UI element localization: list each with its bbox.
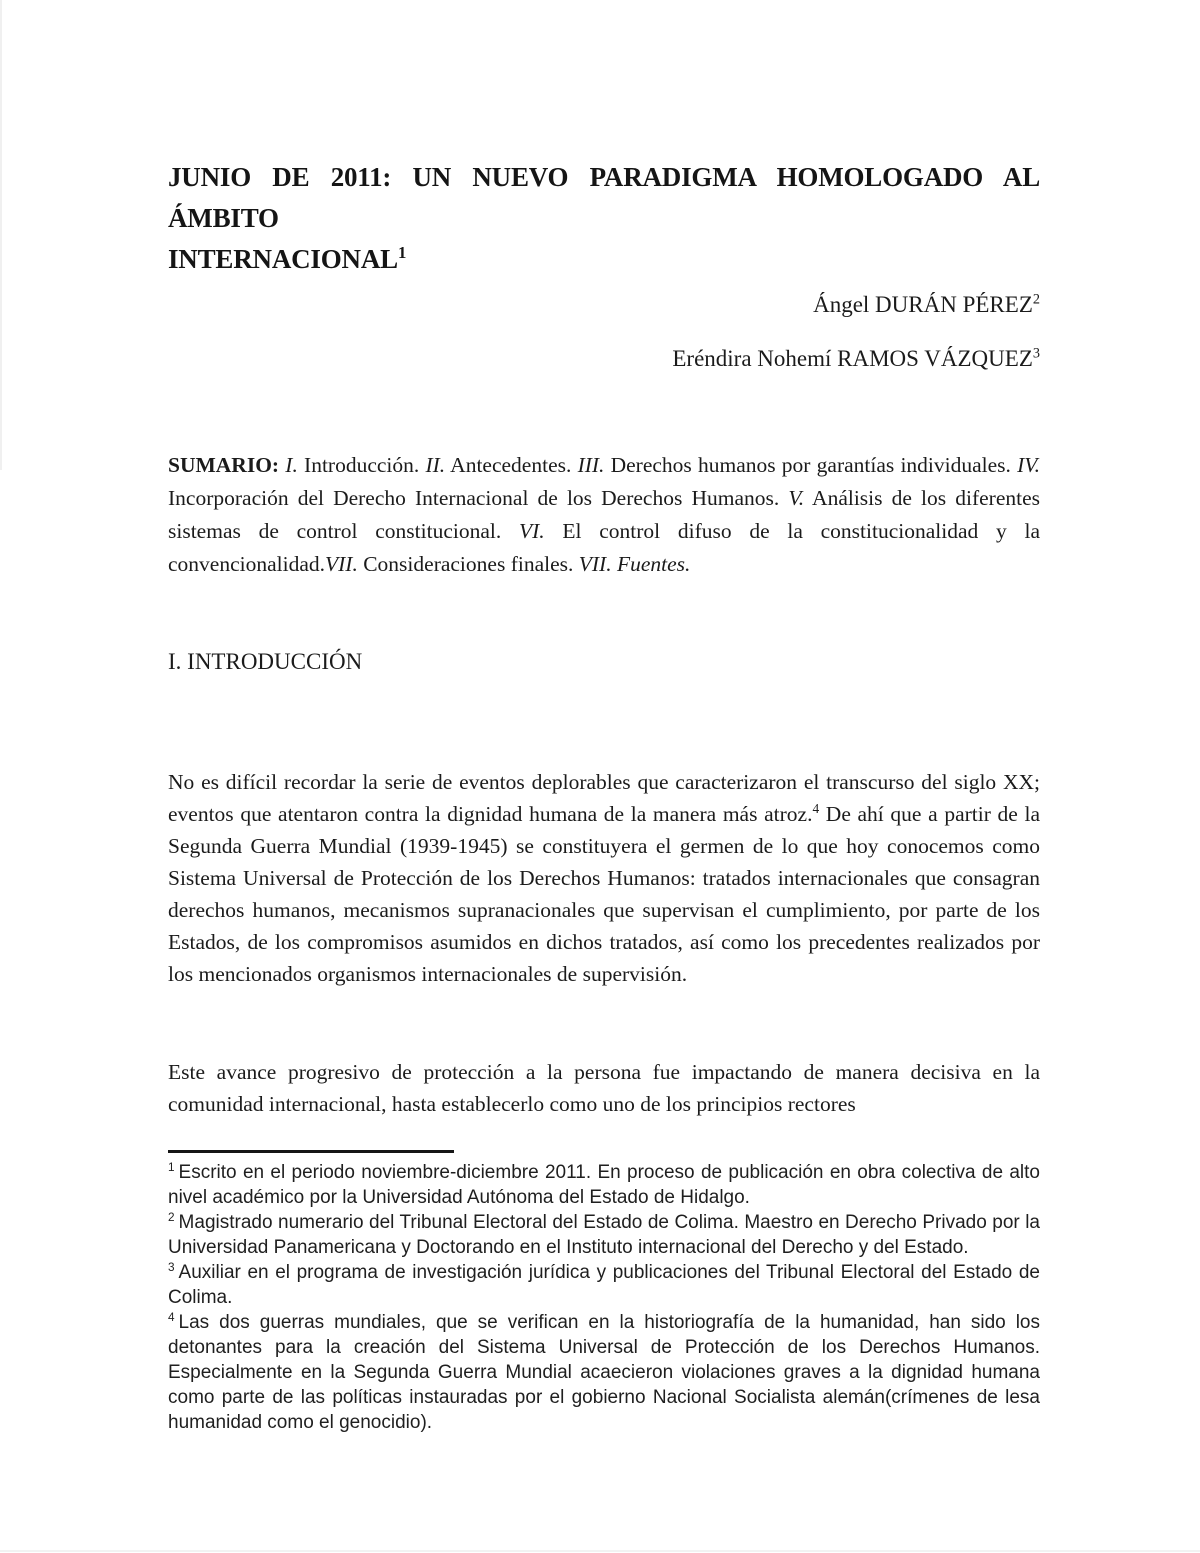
title-text-line-1: JUNIO DE 2011: UN NUEVO PARADIGMA HOMOLOGADO AL ÁMBITO	[168, 162, 1040, 233]
scan-edge-artifact-left	[0, 0, 2, 470]
document-title	[168, 157, 1040, 280]
title-text-line-2: INTERNACIONAL	[168, 244, 398, 274]
footnote-separator-rule	[168, 1150, 454, 1153]
author-1-footnote-ref: 2	[1032, 291, 1040, 308]
title-line-2	[168, 239, 1040, 280]
footnote-2	[168, 1210, 1040, 1260]
page-content	[168, 0, 1040, 1553]
author-1	[813, 291, 1040, 319]
footnote-3-marker: 3	[168, 1260, 175, 1274]
footnote-4	[168, 1310, 1040, 1435]
author-2	[672, 345, 1040, 373]
author-2-footnote-ref: 3	[1032, 345, 1040, 362]
footnote-1	[168, 1160, 1040, 1210]
footnote-1-marker: 1	[168, 1160, 175, 1174]
footnote-4-text: Las dos guerras mundiales, que se verifican en la historiografía de la humanidad, han sido los detonantes para la creación del Sistema Universal de Protección de los Derechos Humanos. Especialmente en la Segunda Guerra Mundial acaecieron violaciones graves a la dignidad humana como parte de las políticas instauradas por el gobierno Nacional Socialista alemán(crímenes de lesa humanidad como el genocidio).	[168, 1312, 1040, 1433]
author-1-name: Ángel DURÁN PÉREZ	[813, 292, 1033, 317]
footnote-3-text: Auxiliar en el programa de investigación jurídica y publicaciones del Tribunal Electoral del Estado de Colima.	[168, 1262, 1040, 1308]
author-2-name: Eréndira Nohemí RAMOS VÁZQUEZ	[672, 346, 1033, 371]
footnote-3	[168, 1260, 1040, 1310]
footnotes-block	[168, 1160, 1040, 1435]
footnote-1-text: Escrito en el periodo noviembre-diciembre 2011. En proceso de publicación en obra colectiva de alto nivel académico por la Universidad Autónoma del Estado de Hidalgo.	[168, 1162, 1040, 1208]
title-line-1	[168, 157, 1040, 239]
section-heading-introduccion: I. INTRODUCCIÓN	[168, 649, 363, 674]
footnote-2-marker: 2	[168, 1210, 175, 1224]
footnote-2-text: Magistrado numerario del Tribunal Electoral del Estado de Colima. Maestro en Derecho Privado por la Universidad Panamericana y Doctorando en el Instituto internacional del Derecho y del Estado.	[168, 1212, 1040, 1258]
body-paragraph-2: Este avance progresivo de protección a la persona fue impactando de manera decisiva en la comunidad internacional, hasta establecerlo como uno de los principios rectores	[168, 1060, 1040, 1116]
body-paragraph-1: No es difícil recordar la serie de eventos deplorables que caracterizaron el transcurso del siglo XX; eventos que atentaron contra la dignidad humana de la manera más atroz.$^4$ De ahí que a partir de la Segunda Guerra Mundial (1939-1945) se constituyera el germen de lo que hoy conocemos como Sistema Universal de Protección de los Derechos Humanos: tratados internacionales que consagran derechos humanos, mecanismos supranacionales que supervisan el cumplimiento, por parte de los Estados, de los compromisos asumidos en dichos tratados, así como los precedentes realizados por los mencionados organismos internacionales de supervisión.	[168, 770, 1040, 986]
footnote-4-marker: 4	[168, 1310, 175, 1324]
summary-paragraph: SUMARIO: I. Introducción. II. Antecedentes. III. Derechos humanos por garantías individuales. IV. Incorporación del Derecho Internacional de los Derechos Humanos. V. Análisis de los diferentes sistemas de control constitucional. VI. El control difuso de la constitucionalidad y la convencionalidad.VII. Consideraciones finales. VII. Fuentes.	[168, 453, 1041, 576]
title-footnote-ref: 1	[397, 243, 407, 262]
